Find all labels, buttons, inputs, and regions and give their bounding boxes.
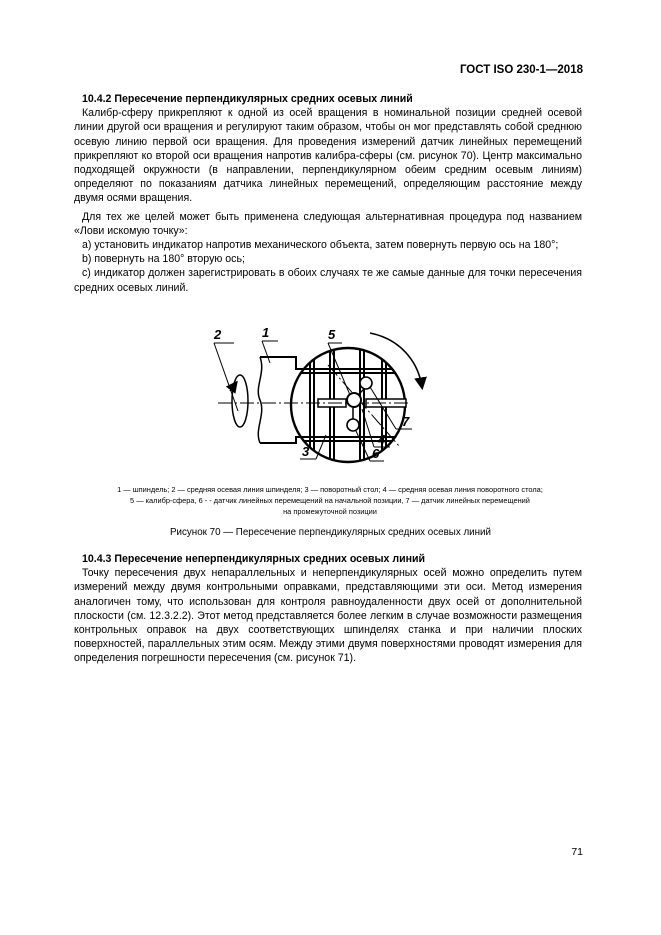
- figure-label-5: 5: [328, 327, 336, 342]
- figure-70-diagram: [200, 325, 440, 475]
- legend-line: 1 — шпиндель; 2 — средняя осевая линия шпинделя; 3 — поворотный стол; 4 — средняя осевая линия поворотного стола;: [117, 485, 543, 494]
- list-item-b: b) повернуть на 180° вторую ось;: [82, 253, 245, 266]
- list-item-a: a) установить индикатор напротив механического объекта, затем повернуть первую ось на 180°;: [82, 239, 559, 252]
- figure-label-1: 1: [262, 325, 270, 340]
- section-heading: 10.4.2 Пересечение перпендикулярных средних осевых линий: [82, 93, 413, 105]
- paragraph: Для тех же целей может быть применена следующая альтернативная процедура под названием «Лови искомую точку»:: [74, 210, 582, 237]
- page-number: 71: [571, 846, 583, 858]
- paragraph: Точку пересечения двух непараллельных и неперпендикулярных осей можно определить путем измерений между двумя контрольными оправками, представляющими эти оси. Метод измерения аналогичен тому, что использован для контроля равноудаленности двух осей от дополнительной плоскости (см. 12.3.2.2). Этот метод представляется более легким в случае возможности размещения контрольных оправок на двух соответствующих шпинделях станка и при наличии плоских поверхностей, параллельных этим осям. Между этими двумя поверхностями проводят измерения для определения погрешности пересечения (см. рисунок 71).: [74, 567, 582, 665]
- section-heading: 10.4.3 Пересечение неперпендикулярных средних осевых линий: [82, 553, 426, 565]
- list-item-c: c) индикатор должен зарегистрировать в обоих случаях те же самые данные для точки пересечения средних осевых линий.: [74, 267, 582, 294]
- paragraph: Калибр-сферу прикрепляют к одной из осей вращения в номинальной позиции средней осевой линии другой оси вращения и регулируют таким образом, чтобы он мог представлять собой среднюю осевую линию первой оси вращения. Для проведения измерений датчик линейных перемещений прикрепляют ко второй оси вращения напротив калибра-сферы (см. рисунок 70). Центр максимально подходящей окружности (в направлении, перпендикулярном обеим средним осевым линиям) определяют по показаниям датчика линейных перемещений, определяющим расстояние между двумя осями вращения.: [74, 107, 582, 205]
- figure-legend: [40, 484, 620, 517]
- figure-label-4: 4: [378, 432, 386, 447]
- figure-label-7: 7: [402, 414, 410, 429]
- section-10-4-2: [74, 92, 582, 295]
- rotary-table-diagram: [200, 325, 440, 475]
- legend-line: 5 — калибр-сфера, 6 - - датчик линейных перемещений на начальной позиции, 7 — датчик линейных перемещений: [130, 496, 530, 505]
- legend-line: на промежуточной позиции: [283, 507, 377, 516]
- figure-label-3: 3: [302, 444, 310, 459]
- indicator-initial: [347, 419, 359, 431]
- figure-label-2: 2: [214, 327, 222, 342]
- section-10-4-3: [74, 552, 582, 666]
- standard-header: ГОСТ ISO 230-1—2018: [459, 64, 583, 76]
- figure-label-6: 6: [372, 446, 380, 461]
- figure-caption: Рисунок 70 — Пересечение перпендикулярных средних осевых линий: [169, 527, 491, 538]
